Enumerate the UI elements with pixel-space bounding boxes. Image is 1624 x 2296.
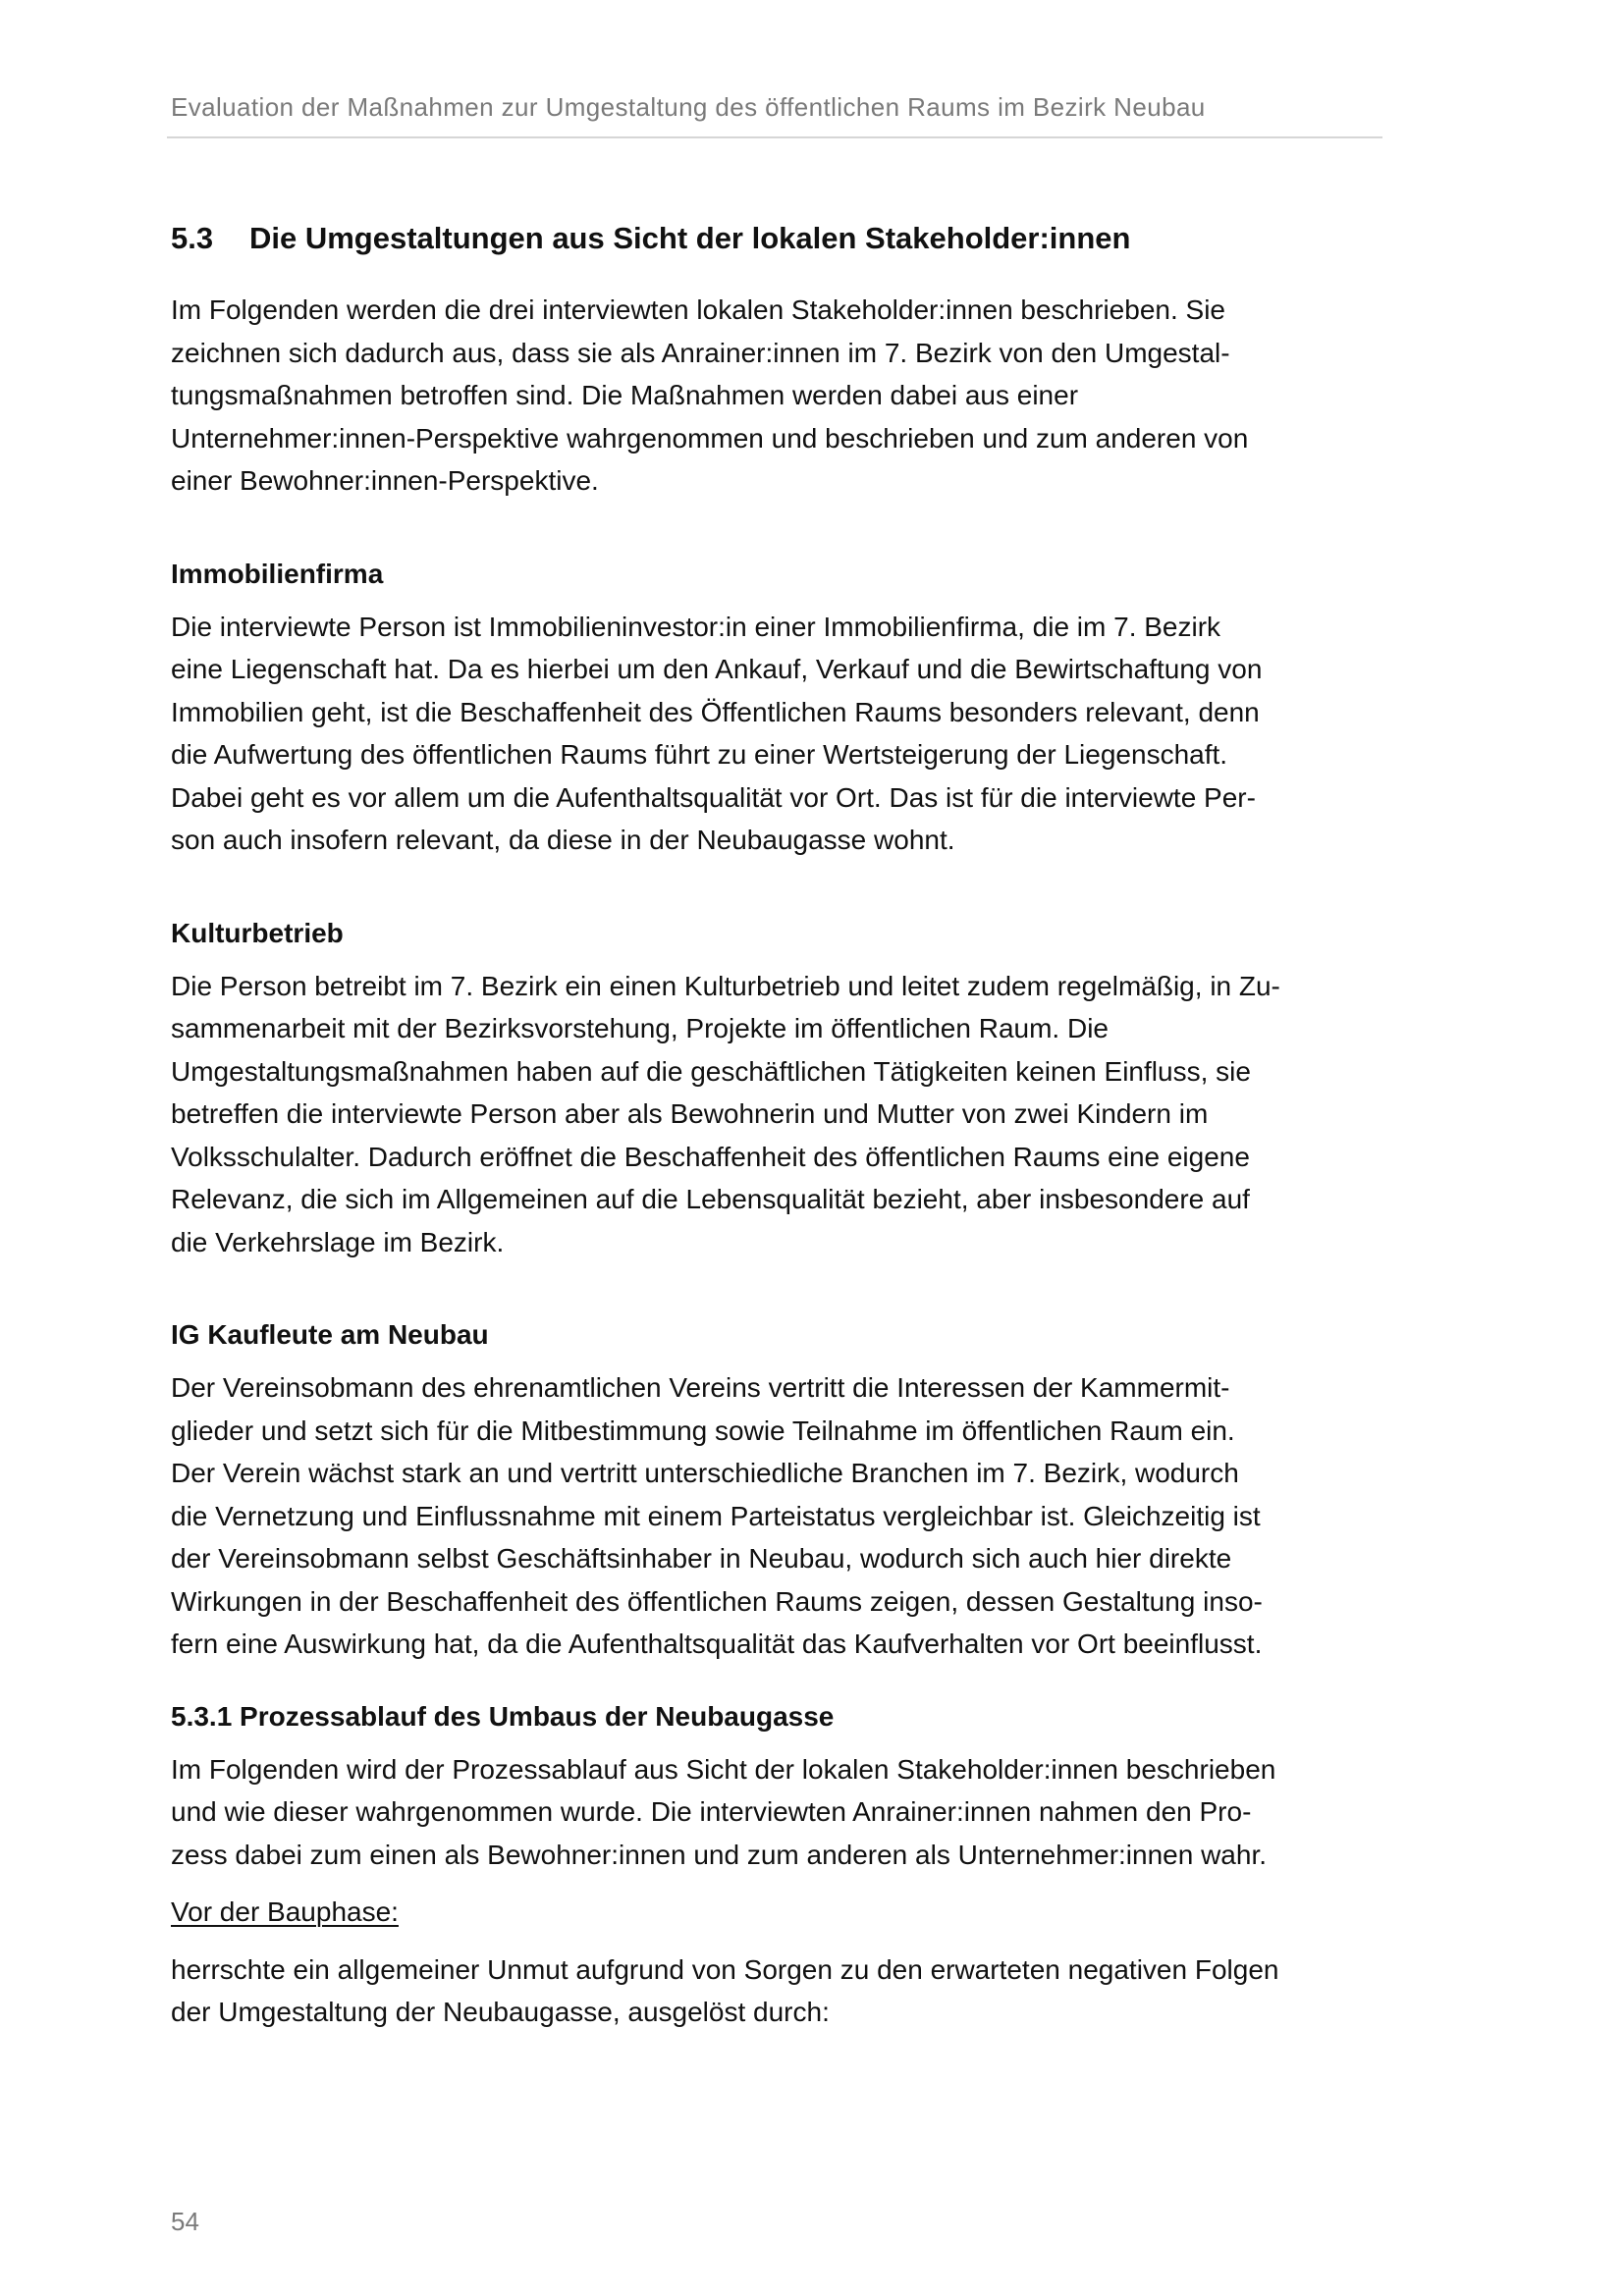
subsection-heading: 5.3.1 Prozessablauf des Umbaus der Neubaugasse	[171, 1700, 835, 1732]
text-line: herrschte ein allgemeiner Unmut aufgrund von Sorgen zu den erwarteten negativen Folgen	[171, 1953, 1279, 1985]
stakeholder-paragraph-ig-kaufleute	[171, 1366, 1388, 1666]
section-intro-paragraph	[171, 289, 1388, 503]
text-line: Wirkungen in der Beschaffenheit des öffentlichen Raums zeigen, dessen Gestaltung inso-	[171, 1585, 1263, 1617]
page-body	[171, 214, 1388, 2034]
text-line: einer Bewohner:innen-Perspektive.	[171, 465, 599, 496]
running-header: Evaluation der Maßnahmen zur Umgestaltung des öffentlichen Raums im Bezirk Neubau	[171, 92, 1206, 122]
text-line: son auch insofern relevant, da diese in der Neubaugasse wohnt.	[171, 825, 955, 855]
stakeholder-heading-ig-kaufleute: IG Kaufleute am Neubau	[171, 1319, 489, 1350]
text-line: eine Liegenschaft hat. Da es hierbei um den Ankauf, Verkauf und die Bewirtschaftung von	[171, 654, 1263, 684]
text-line: betreffen die interviewte Person aber als Bewohnerin und Mutter von zwei Kindern im	[171, 1098, 1209, 1129]
stakeholder-heading-immobilienfirma: Immobilienfirma	[171, 558, 384, 589]
text-line: Die interviewte Person ist Immobilieninvestor:in einer Immobilienfirma, die im 7. Bezirk	[171, 611, 1221, 642]
section-title: Die Umgestaltungen aus Sicht der lokalen Stakeholder:innen	[249, 221, 1131, 255]
section-heading	[171, 214, 1388, 263]
text-line: Umgestaltungsmaßnahmen haben auf die geschäftlichen Tätigkeiten keinen Einfluss, sie	[171, 1055, 1251, 1087]
text-line: Volksschulalter. Dadurch eröffnet die Beschaffenheit des öffentlichen Raums eine eigene	[171, 1141, 1250, 1172]
text-line: tungsmaßnahmen betroffen sind. Die Maßnahmen werden dabei aus einer	[171, 380, 1079, 410]
text-line: Im Folgenden wird der Prozessablauf aus Sicht der lokalen Stakeholder:innen beschrieben	[171, 1753, 1276, 1785]
page-number: 54	[171, 2207, 199, 2236]
header-divider	[167, 136, 1382, 138]
text-line: Immobilien geht, ist die Beschaffenheit des Öffentlichen Raums besonders relevant, denn	[171, 696, 1260, 727]
section-number: 5.3	[171, 221, 214, 255]
subsection-intro-paragraph	[171, 1748, 1388, 1877]
stakeholder-heading-kulturbetrieb: Kulturbetrieb	[171, 917, 344, 948]
text-line: Relevanz, die sich im Allgemeinen auf die Lebensqualität bezieht, aber insbesondere auf	[171, 1184, 1250, 1214]
stakeholder-paragraph-immobilienfirma	[171, 606, 1388, 862]
text-line: die Verkehrslage im Bezirk.	[171, 1226, 505, 1257]
text-line: der Vereinsobmann selbst Geschäftsinhaber in Neubau, wodurch sich auch hier direkte	[171, 1543, 1232, 1574]
text-line: fern eine Auswirkung hat, da die Aufenthaltsqualität das Kaufverhalten vor Ort beeinflusst.	[171, 1629, 1263, 1659]
text-line: glieder und setzt sich für die Mitbestimmung sowie Teilnahme im öffentlichen Raum ein.	[171, 1415, 1235, 1446]
phase-paragraph	[171, 1949, 1388, 2034]
text-line: die Aufwertung des öffentlichen Raums führt zu einer Wertsteigerung der Liegenschaft.	[171, 739, 1228, 770]
text-line: zess dabei zum einen als Bewohner:innen und zum anderen als Unternehmer:innen wahr.	[171, 1839, 1268, 1870]
text-line: die Vernetzung und Einflussnahme mit einem Parteistatus vergleichbar ist. Gleichzeitig ist	[171, 1500, 1261, 1531]
text-line: zeichnen sich dadurch aus, dass sie als Anrainer:innen im 7. Bezirk von den Umgestal-	[171, 337, 1230, 368]
text-line: Unternehmer:innen-Perspektive wahrgenommen und beschrieben und zum anderen von	[171, 422, 1249, 454]
text-line: und wie dieser wahrgenommen wurde. Die interviewten Anrainer:innen nahmen den Pro-	[171, 1796, 1252, 1827]
text-line: Im Folgenden werden die drei interviewten lokalen Stakeholder:innen beschrieben. Sie	[171, 294, 1225, 325]
text-line: Dabei geht es vor allem um die Aufenthaltsqualität vor Ort. Das ist für die interviewte Per-	[171, 781, 1256, 813]
text-line: Der Vereinsobmann des ehrenamtlichen Vereins vertritt die Interessen der Kammermit-	[171, 1372, 1230, 1403]
text-line: sammenarbeit mit der Bezirksvorstehung, Projekte im öffentlichen Raum. Die	[171, 1013, 1109, 1043]
text-line: Der Verein wächst stark an und vertritt unterschiedliche Branchen im 7. Bezirk, wodurch	[171, 1458, 1239, 1488]
phase-label: Vor der Bauphase:	[171, 1896, 399, 1927]
text-line: Die Person betreibt im 7. Bezirk ein einen Kulturbetrieb und leitet zudem regelmäßig, in Zu-	[171, 970, 1280, 1001]
text-line: der Umgestaltung der Neubaugasse, ausgelöst durch:	[171, 1997, 830, 2027]
stakeholder-paragraph-kulturbetrieb	[171, 965, 1388, 1264]
